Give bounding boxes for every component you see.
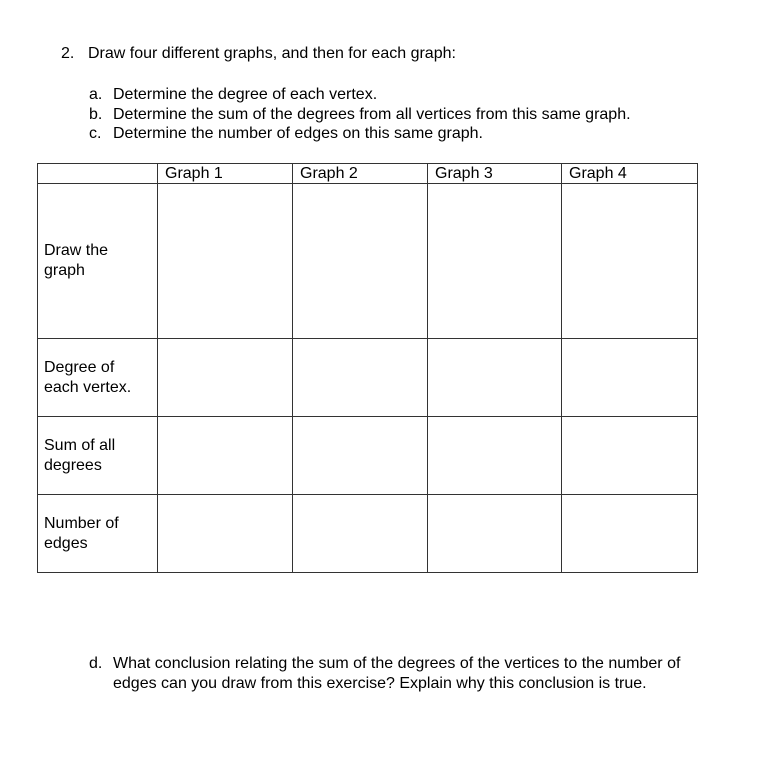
answer-cell[interactable] xyxy=(428,339,562,417)
row-label-line: each vertex. xyxy=(44,378,132,396)
answer-cell[interactable] xyxy=(158,184,293,339)
sub-question-d xyxy=(89,654,709,693)
table-header-row xyxy=(38,164,698,184)
column-header-graph-1: Graph 1 xyxy=(158,164,293,184)
sub-question-letter: b. xyxy=(89,105,103,123)
question-text: Draw four different graphs, and then for each graph: xyxy=(88,45,456,62)
answer-cell[interactable] xyxy=(562,495,698,573)
answer-cell[interactable] xyxy=(293,417,428,495)
row-label-line: Sum of all xyxy=(44,436,116,454)
column-header-graph-3: Graph 3 xyxy=(428,164,562,184)
answer-cell[interactable] xyxy=(293,339,428,417)
sub-question-b xyxy=(89,105,631,125)
table-row-draw-graph xyxy=(38,184,698,339)
row-label-line: degrees xyxy=(44,456,102,474)
row-label-line: graph xyxy=(44,262,85,279)
sub-question-letter: a. xyxy=(89,86,103,103)
row-label-degree xyxy=(38,339,158,417)
column-header-graph-2: Graph 2 xyxy=(293,164,428,184)
question-number: 2. xyxy=(61,45,75,62)
row-label-line: Degree of xyxy=(44,358,115,376)
answer-cell[interactable] xyxy=(158,417,293,495)
answer-cell[interactable] xyxy=(158,495,293,573)
row-label-sum-degrees xyxy=(38,417,158,495)
answer-cell[interactable] xyxy=(293,495,428,573)
sub-question-text: What conclusion relating the sum of the degrees of the vertices to the number of edges can you draw from this exercise? Explain why this conclusion is true. xyxy=(113,655,681,692)
column-header-graph-4: Graph 4 xyxy=(562,164,698,184)
sub-question-letter: c. xyxy=(89,125,102,142)
table-corner-cell xyxy=(38,164,158,184)
row-label-line: Draw the xyxy=(44,242,109,259)
answer-cell[interactable] xyxy=(428,495,562,573)
row-label-number-edges xyxy=(38,495,158,573)
table-row-number-edges xyxy=(38,495,698,573)
table-row-degree xyxy=(38,339,698,417)
sub-question-text: Determine the number of edges on this same graph. xyxy=(113,125,483,142)
sub-question-text: Determine the sum of the degrees from all vertices from this same graph. xyxy=(113,105,631,123)
answer-cell[interactable] xyxy=(428,184,562,339)
answer-cell[interactable] xyxy=(562,184,698,339)
answer-cell[interactable] xyxy=(158,339,293,417)
question-2 xyxy=(61,44,456,63)
row-label-line: Number of xyxy=(44,514,119,532)
answer-cell[interactable] xyxy=(428,417,562,495)
answer-cell[interactable] xyxy=(293,184,428,339)
table-row-sum-degrees xyxy=(38,417,698,495)
row-label-draw-graph xyxy=(38,184,158,339)
row-label-line: edges xyxy=(44,534,88,552)
sub-question-a xyxy=(89,85,631,105)
sub-question-letter: d. xyxy=(89,655,103,672)
graph-worksheet-table xyxy=(37,163,698,573)
sub-question-list xyxy=(89,85,631,144)
sub-question-c xyxy=(89,124,631,144)
sub-question-text: Determine the degree of each vertex. xyxy=(113,86,378,103)
answer-cell[interactable] xyxy=(562,339,698,417)
answer-cell[interactable] xyxy=(562,417,698,495)
